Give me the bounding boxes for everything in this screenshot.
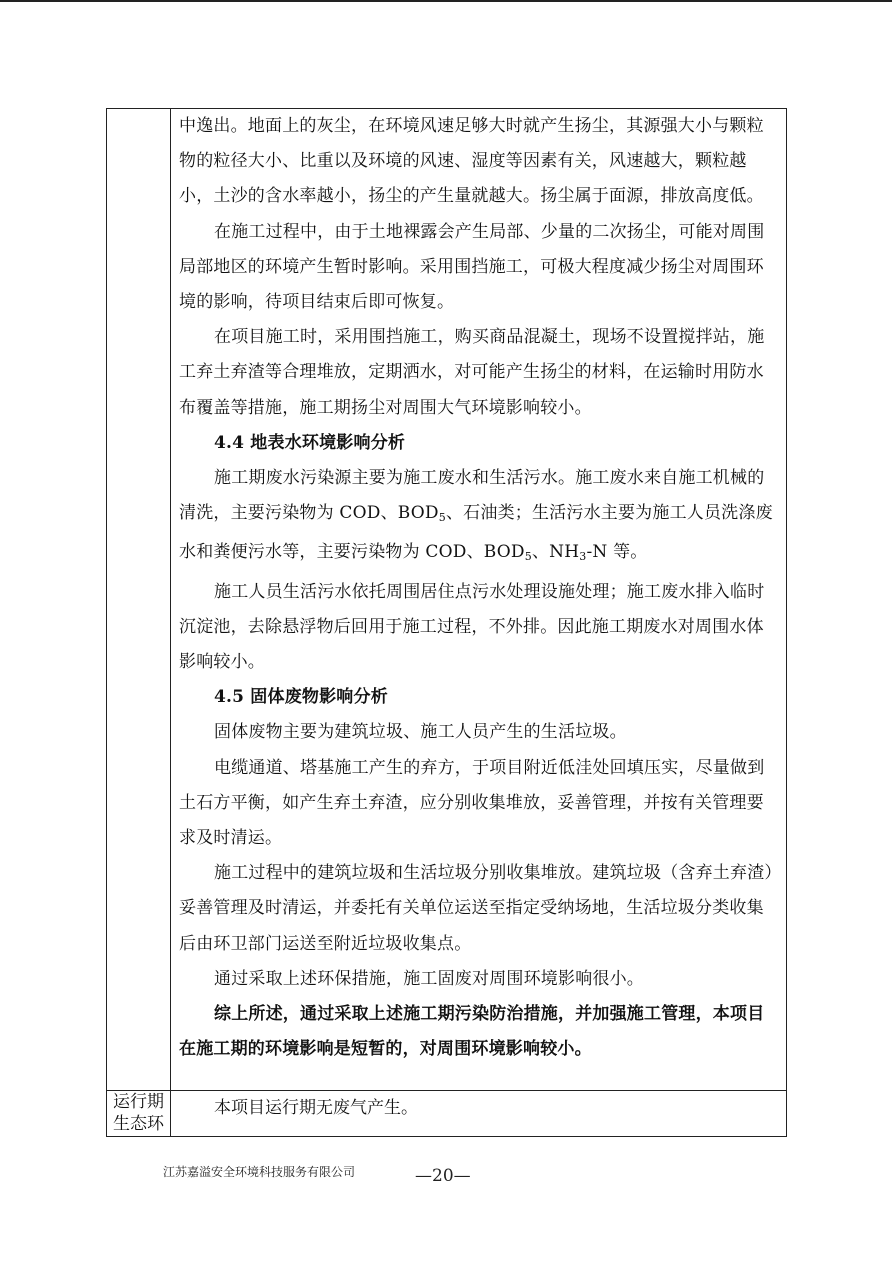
- paragraph-waste-collection: 施工过程中的建筑垃圾和生活垃圾分别收集堆放。建筑垃圾（含弃土弃渣）妥善管理及时清运，并委托有关单位运送至指定受纳场地，生活垃圾分类收集后由环卫部门运送至附近垃圾收集点。: [179, 863, 774, 954]
- bod-subscript-2: 5: [524, 550, 532, 564]
- paragraph-wastewater-treatment: 施工人员生活污水依托周围居住点污水处理设施处理；施工废水排入临时沉淀池，去除悬浮物后回用于施工过程，不外排。因此施工期废水对周围水体影响较小。: [179, 581, 765, 673]
- paragraph-conclusion: 综上所述，通过采取上述施工期污染防治措施，并加强施工管理，本项目在施工期的环境影响是短暂的，对周围环境影响较小。: [179, 1004, 765, 1060]
- wastewater-text-c: 、NH: [531, 542, 580, 563]
- paragraph-solid-waste-impact: 通过采取上述环保措施，施工固废对周围环境影响很小。: [214, 968, 644, 989]
- row-label-operation-ecology: [107, 1091, 170, 1135]
- paragraph-dust-source: 中逸出。地面上的灰尘，在环境风速足够大时就产生扬尘，其源强大小与颗粒物的粒径大小、比重以及环境的风速、湿度等因素有关，风速越大，颗粒越小，土沙的含水率越小，扬尘的产生量就越大。扬尘属于面源，排放高度低。: [179, 116, 764, 207]
- section-heading-surface-water: 4.4 地表水环境影响分析: [214, 432, 406, 453]
- table-column-divider: [170, 109, 171, 1136]
- page-top-border: [0, 0, 892, 2]
- footer-company-name: 江苏嘉溢安全环境科技服务有限公司: [163, 1165, 356, 1179]
- table-row-divider: [107, 1090, 786, 1091]
- paragraph-dust-measures: 在项目施工时，采用围挡施工，购买商品混凝土，现场不设置搅拌站，施工弃土弃渣等合理堆放，定期洒水，对可能产生扬尘的材料，在运输时用防水布覆盖等措施，施工期扬尘对周围大气环境影响较小。: [179, 327, 765, 418]
- paragraph-solid-waste-types: 固体废物主要为建筑垃圾、施工人员产生的生活垃圾。: [214, 722, 627, 743]
- footer-page-number: —20—: [415, 1166, 471, 1186]
- paragraph-secondary-dust: 在施工过程中，由于土地裸露会产生局部、少量的二次扬尘，可能对周围局部地区的环境产生暂时影响。采用围挡施工，可极大程度减少扬尘对周围环境的影响，待项目结束后即可恢复。: [179, 221, 765, 313]
- construction-impact-content: [179, 109, 779, 1067]
- paragraph-wastewater-sources: [179, 461, 779, 575]
- row-label-line-1: 运行期: [113, 1092, 164, 1112]
- wastewater-text-b: 、石油类；生活污水主要为施工人员洗涤废水和粪便污水等，主要污染物为 COD、BOD: [179, 503, 773, 563]
- operation-period-content: 本项目运行期无废气产生。: [214, 1098, 418, 1118]
- wastewater-text-a: 施工期废水污染源主要为施工废水和生活污水。施工废水来自施工机械的清洗，主要污染物为 COD、BOD: [179, 468, 765, 524]
- nh3-subscript: 3: [579, 550, 587, 564]
- wastewater-text-d: -N 等。: [586, 542, 648, 563]
- document-table: [106, 108, 787, 1137]
- bod-subscript-1: 5: [438, 511, 446, 525]
- section-heading-solid-waste: 4.5 固体废物影响分析: [214, 687, 388, 708]
- row-label-line-2: 生态环: [113, 1114, 164, 1134]
- paragraph-spoil-handling: 电缆通道、塔基施工产生的弃方，于项目附近低洼处回填压实，尽量做到土石方平衡，如产生弃土弃渣，应分别收集堆放，妥善管理，并按有关管理要求及时清运。: [179, 757, 765, 849]
